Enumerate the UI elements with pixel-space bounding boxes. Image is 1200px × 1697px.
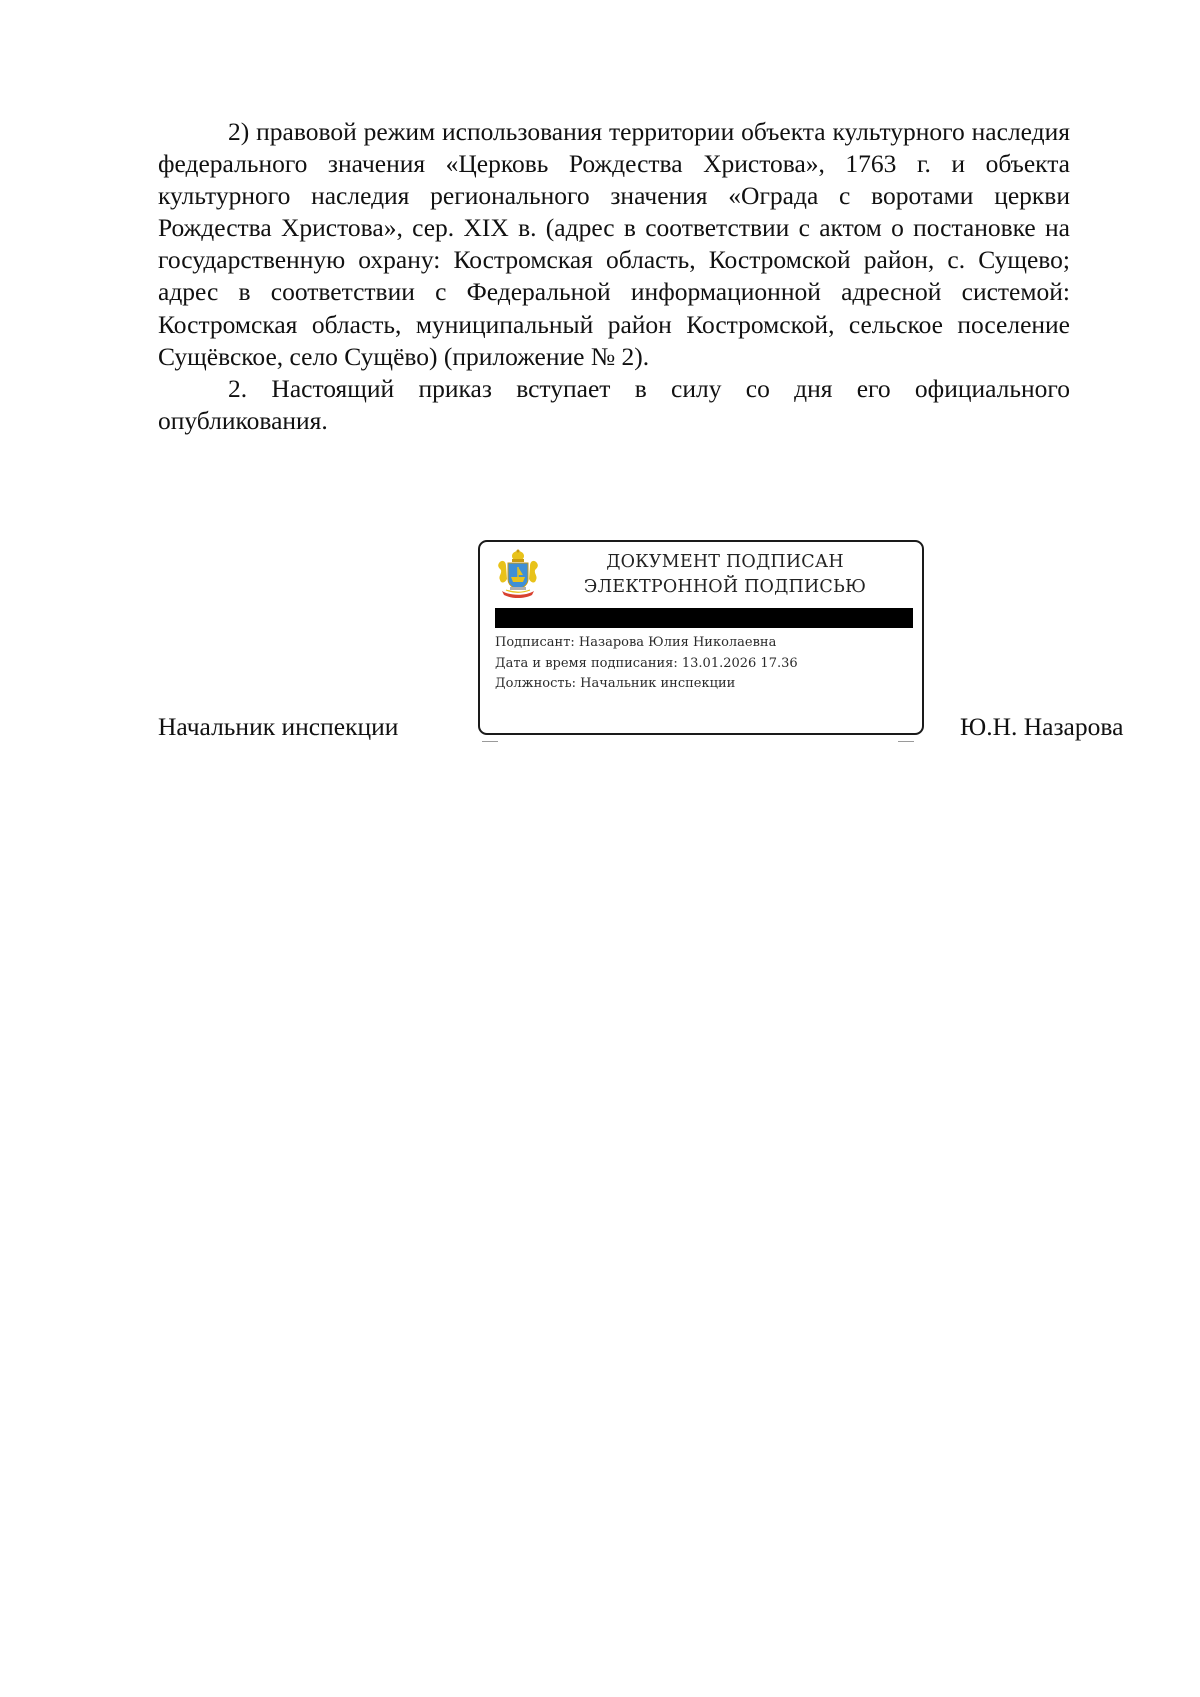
signatory-name: Ю.Н. Назарова xyxy=(960,712,1124,741)
document-body xyxy=(158,116,1070,437)
stamp-title xyxy=(580,550,870,600)
stamp-position: Должность: Начальник инспекции xyxy=(495,676,736,691)
electronic-signature-stamp xyxy=(478,540,924,735)
stamp-signer: Подписант: Назарова Юлия Николаевна xyxy=(495,635,777,650)
redacted-certificate-bar xyxy=(495,608,913,628)
stamp-title-line2: ЭЛЕКТРОННОЙ ПОДПИСЬЮ xyxy=(583,577,867,597)
paragraph-legal-regime: 2) правовой режим использования территории объекта культурного наследия федерального значения «Церковь Рождества Христова», 1763 г. и объекта культурного наследия регионального значения «Ограда с воротами церкви Рождества Христова», сер. XIX в. (адрес в соответствии с актом о постановке на государственную охрану: Костромская область, Костромской район, с. Сущево; адрес в соответствии с Федеральной информационной адресной системой: Костромская область, муниципальный район Костромской, сельское поселение Сущёвское, село Сущёво) (приложение № 2). xyxy=(158,117,1070,371)
kostroma-coat-of-arms-icon xyxy=(496,549,540,599)
signatory-position: Начальник инспекции xyxy=(158,712,399,741)
stamp-corner-mark-left xyxy=(482,741,498,742)
paragraph-effective-date: 2. Настоящий приказ вступает в силу со дня его официального опубликования. xyxy=(158,373,1070,435)
stamp-corner-mark-right xyxy=(898,741,914,742)
stamp-title-line1: ДОКУМЕНТ ПОДПИСАН xyxy=(606,552,844,572)
stamp-details xyxy=(495,633,798,695)
stamp-signed-at: Дата и время подписания: 13.01.2026 17.36 xyxy=(495,655,798,671)
